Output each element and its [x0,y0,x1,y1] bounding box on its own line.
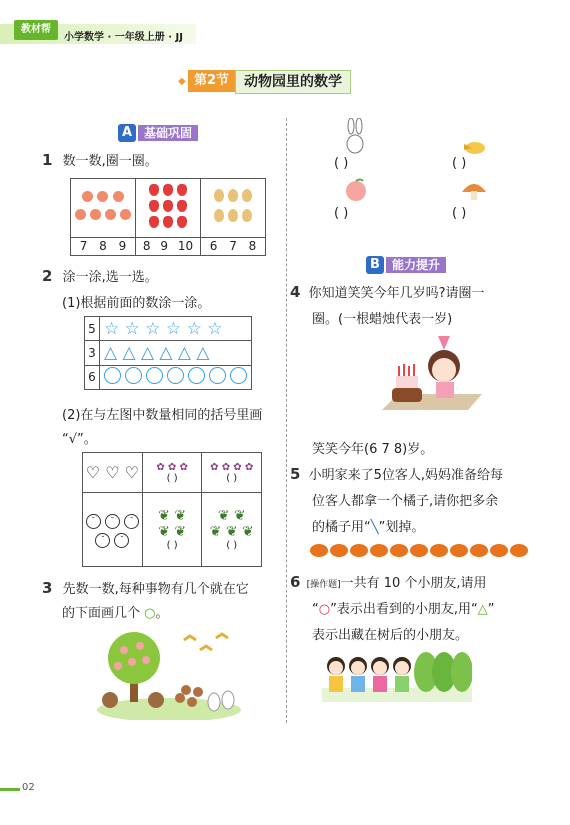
row-count: 6 [85,365,100,389]
q4-line2: 圈。(一根蜡烛代表一岁) [312,312,453,327]
circle-symbol: ○ [144,606,156,621]
rabbit-paren[interactable]: ( ) [334,156,349,171]
part-a-badge: A [118,124,136,142]
paren[interactable]: ( ) [226,540,238,551]
section-decoration: ◆ [178,76,186,87]
paren[interactable]: ( ) [166,472,178,484]
circle-symbol: ○ [318,602,331,617]
q3-number: 3 [42,579,53,597]
hearts-cell: ♡ ♡ ♡ [83,453,143,493]
q6-line3: 表示出藏在树后的小朋友。 [312,628,469,643]
bird-picture [460,138,490,156]
row-count: 3 [85,341,100,365]
q4-number: 4 [290,283,301,301]
rabbit-picture [340,118,370,154]
mushroom-paren[interactable]: ( ) [452,206,467,221]
plants-cell-2: ❦ ❦ ❦ ❦ ❦ ( ) [202,493,262,567]
part-b-heading [366,256,446,274]
peach-picture [344,178,368,202]
q1-text: 数一数,圈一圈。 [62,154,158,169]
section-number: 第2节 [188,70,235,92]
footer-bar [0,788,20,791]
question-5 [290,464,503,483]
q2-sub1: (1)根据前面的数涂一涂。 [62,296,211,311]
bird-paren[interactable]: ( ) [452,156,467,171]
q2-sub2-line1: (2)在与左图中数量相同的括号里画 [62,408,263,423]
triangle-symbol: △ [477,602,488,617]
q5-number: 5 [290,465,301,483]
part-b-label: 能力提升 [386,257,446,273]
q6-number: 6 [290,573,301,591]
oranges-row[interactable] [310,544,530,561]
peach-paren[interactable]: ( ) [334,206,349,221]
flowers-cell-1: ✿ ✿ ✿ ( ) [142,453,202,493]
flowers-cell-2: ✿ ✿ ✿ ✿ ( ) [202,453,262,493]
pear-group [201,179,266,238]
q1-options-3[interactable]: 6 7 8 [201,237,266,255]
question-2 [42,266,158,285]
q3-line2: 的下面画几个 ○。 [62,606,169,621]
question-1 [42,150,158,169]
girl-cake-picture [382,332,482,424]
q5-line3: 的橘子用“╲”划掉。 [312,520,425,535]
q2-number: 2 [42,267,53,285]
q4-line1: 你知道笑笑今年几岁吗?请圈一 [308,286,485,301]
q1-number: 1 [42,151,53,169]
column-divider [286,118,287,723]
q5-line1: 小明家来了5位客人,妈妈准备给每 [308,468,503,483]
header-title: 小学数学 · 一年级上册 · JJ [64,32,183,43]
q2-text: 涂一涂,选一选。 [62,270,158,285]
header-tag: 教材帮 [14,20,58,40]
q6-line1: 一共有 10 个小朋友,请用 [340,576,487,591]
stars-row[interactable]: ☆ ☆ ☆ ☆ ☆ ☆ [100,317,252,341]
q6-tag: [操作题] [306,580,341,590]
faces-cell: ˘ ˘ ˘ ˘ ˘ [83,493,143,567]
part-a-label: 基础巩固 [138,125,198,141]
row-count: 5 [85,317,100,341]
question-4 [290,282,484,301]
page-number: 02 [22,782,35,793]
mushroom-picture [460,180,488,202]
children-trees-picture [322,648,472,702]
paren[interactable]: ( ) [166,540,178,551]
part-b-badge: B [366,256,384,274]
q1-fruit-table [70,178,266,256]
q1-options-2[interactable]: 8 9 10 [135,237,200,255]
q2-color-table [84,316,252,390]
q2-match-table [82,452,262,567]
question-6 [290,572,487,591]
triangles-row[interactable]: △ △ △ △ △ △ [100,341,252,365]
q6-line2: “○”表示出看到的小朋友,用“△” [312,602,495,617]
zoo-picture [96,628,242,720]
paren[interactable]: ( ) [226,472,238,484]
slash-symbol: ╲ [370,520,379,535]
q2-sub2-line2: “√”。 [62,432,97,447]
q1-options-1[interactable]: 7 8 9 [71,237,136,255]
plants-cell-1: ❦ ❦ ❦ ❦ ( ) [142,493,202,567]
peach-group [71,179,136,238]
q4-answer[interactable]: 笑笑今年(6 7 8)岁。 [312,442,434,457]
section-name: 动物园里的数学 [235,70,351,94]
strawberry-group [135,179,200,238]
q3-line1: 先数一数,每种事物有几个就在它 [62,582,249,597]
q5-line2: 位客人都拿一个橘子,请你把多余 [312,494,499,509]
section-title [188,70,351,92]
circles-row[interactable] [100,365,252,389]
part-a-heading [118,124,198,142]
question-3 [42,578,249,597]
